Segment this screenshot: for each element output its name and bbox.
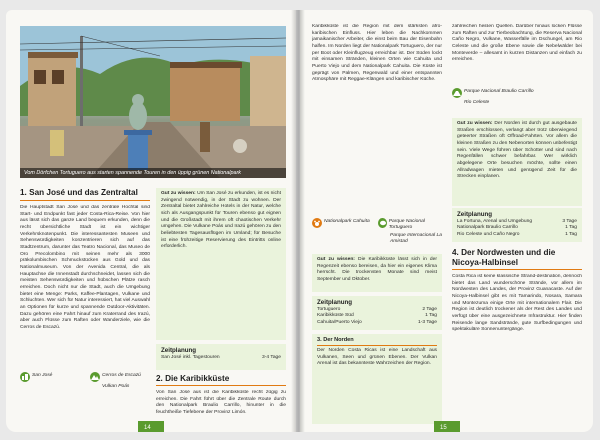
photo-tortuguero (20, 26, 286, 178)
planning-row: La Fortuna, Arenal und Umgebung 3 Tage (457, 219, 577, 224)
right-tipp-box-1: Gut zu wissen: Die Karibikküste lässt sich in der Regenzeit ebenso bereisen, da hier ein eigenes Klima herrscht. Die trockensten Monate sind meist September und Oktober. (312, 254, 442, 292)
photo-caption: Vom Dörfchen Tortuguero aus starten spannende Touren in den üppig grünen Nationalpark (20, 168, 286, 178)
planning-row: Nationalpark Braulio Carrillo 1 Tag (457, 225, 577, 231)
icon-item-escazu: Cerros de Escazú (90, 372, 150, 382)
right-planning-box-1: Zeitplanung Tortuguero 2 Tage Karibikküste Süd 1 Tag Cahuita/Puerto Viejo 1-3 Tage (312, 296, 442, 330)
icon-item-rio-celeste: Rio Celeste (464, 100, 490, 105)
planning-row: San José inkl. Tagestouren 3-4 Tage (161, 355, 281, 360)
planning-row: Cahuita/Puerto Viejo 1-3 Tage (317, 319, 437, 325)
photo-scene (20, 26, 286, 178)
page-number-bg-right (434, 421, 460, 432)
left-planning-box (156, 344, 286, 370)
left-page (6, 10, 296, 432)
section-2-rule (156, 385, 286, 386)
section-1-rule (20, 200, 150, 201)
volcano-icon (452, 88, 462, 98)
planning-row: Karibikküste Süd 1 Tag (317, 313, 437, 319)
right-col1-body: Karibikküste ist die Region mit dem stärksten afro-karibischen Einfluss. Hier leben die Nachkommen jamaikanischer Arbeiter, die einst beim Bau der Eisenbahn halfen. Im Norden liegt der Nationalpark Tortuguero, der nur per Boot oder Kleinflugzeug erreichbar ist. Der Süden lockt mit einsamen Stränden, kleinen Orten wie Cahuita und Puerto Viejo und dem Nationalpark Cahuita. Die Küste ist geprägt von Palmen, Regenwald und einer entspannten Atmosphäre mit Reggae-Klängen und karibischer Küche. (312, 24, 442, 83)
tipp-body: Um San José zu erkunden, ist es nicht zwingend notwendig, in der Stadt zu wohnen. Der Zentraltal bietet zahlreiche Hotels in der Natur, welche sich als Ausgangspunkt für Touren ebenso gut eignen und die Großstadt mit ihrem oft chaotischen Verkehr umgehen. Die Vulkane Poás und Irazú gehören zu den beliebtesten Tagesausflügen im Umland; für Besuche ist eine frühzeitige Reservierung des Eintritts online erforderlich. (161, 191, 281, 250)
planning-row: Tortuguero 2 Tage (317, 307, 437, 312)
paw-icon (312, 218, 322, 228)
right-col2-body: zahlreichen heißen Quellen. Darüber hinaus locken Flüsse zum Raften und zur Tierbeobachtung, die Reserva Nacional Caño Negro, Vulkane, Wasserfälle im Dschungel, am Rio Celeste und die große Ebene sowie die Nebelwälder bei Monteverde – allesamt in kurzen Distanzen und einfach zu erreichen. (452, 24, 582, 63)
icon-item-braulio-carrillo: Parque Nacional Braulio Carrillo (452, 88, 582, 98)
section-4-rule (452, 269, 582, 270)
section-2-heading: 2. Die Karibikküste (156, 374, 230, 383)
right-icon-list-2 (452, 88, 582, 114)
planning-heading: Zeitplanung (161, 347, 197, 354)
book-gutter (291, 10, 305, 432)
mountain-icon (90, 372, 100, 382)
right-tipp-box-2: Gut zu wissen: Der Norden ist durch gut ausgebaute Straßen erschlossen, verlangt aber trotz überwiegend geteerter Straßen oft Offroad-Fahrten. Vor allem die kleinen Straßen zu den Nebenorten können unbefestigt sein. Viele Wege führen über Schotter und sind nach Regenfällen schwer befahrbar. Wer wirklich abgelegene Orte besuchen möchte, sollte einen Allradwagen mieten und genügend Zeit für die Strecken einplanen. (452, 118, 582, 206)
icon-item-amistad: Parque Internacional La Amistad (390, 233, 442, 244)
section-4-body: Costa Rica ist keine klassische Strand-destination, dennoch bietet das Land wunderschöne Strände, vor allem im Nordwesten des Landes, der Provinz Guanacaste. Auf der Nicoya-Halbinsel gibt es mit Tamarindo, Nosara, Samara und Montezuma einige Orte mit internationalem Flair. Die Region ist deutlich trockener als der Rest des Landes und verfügt über eine ausgezeichnete Infrastruktur. Hier finden Reisende lange Sandstrände, gute Surfbedingungen und spektakuläre Sonnenuntergänge. (452, 274, 582, 333)
left-icon-list (20, 372, 150, 412)
right-icon-list-1 (312, 218, 442, 252)
section-3-heading: 3. Der Norden (317, 337, 354, 343)
section-4-heading: 4. Der Nordwesten und die Nicoya-Halbinsel (452, 248, 556, 267)
icon-item-san-jose: San José (20, 372, 52, 390)
right-planning-box-2: Zeitplanung La Fortuna, Arenal und Umgebung 3 Tage Nationalpark Braulio Carrillo 1 Tag Rio Celeste und Caño Negro 1 Tag (452, 208, 582, 242)
section-2-body: Von San José aus ist die Karibikküste recht zügig zu erreichen. Die Fahrt führt über die Zentrale Route durch den Nationalpark Braulio Carrillo, hinunter in die feuchtheiße Tiefebene der Provinz Limón. (156, 390, 286, 415)
section-1-heading: 1. San José und das Zentraltal (20, 188, 138, 197)
turtle-icon (378, 218, 387, 228)
section-3-body: Der Norden Costa Ricas ist eine Landschaft aus Vulkanen, Seen und grünen Ebenen. Der Vulkan Arenal ist das bekannteste Wahrzeichen der Region. (317, 348, 437, 367)
city-icon (20, 372, 30, 382)
page-number-left: 14 (144, 425, 151, 431)
icon-item-tortuguero: Parque Nacional Tortuguero (378, 218, 442, 231)
planning-row: Rio Celeste und Caño Negro 1 Tag (457, 231, 577, 237)
section-3-box (312, 334, 442, 424)
page-number-right: 15 (440, 425, 447, 431)
section-1-body: Die Hauptstadt San José und das zentrale Hochtal sind Start- und Endpunkt fast jeder Costa-Rica-Reise. Von hier aus lässt sich das ganze Land bequem erkunden, denn die recht übersichtliche Stadt ist ein wichtiger Verkehrsknotenpunkt. Die interessantesten Museen und Sehenswürdigkeiten konzentrieren sich auf das Stadtzentrum, darunter das Teatro Nacional, das Museo de Oro Precolombino mit seinen mehr als 3000 präkolumbischen Schmuckstücken aus Gold und das Nationalmuseum. Von der Avenida Central, die als Hauptachse die Innenstadt durchschneidet, lassen sich die meisten Sehenswürdigkeiten und hübschen Plätze rasch erreichen. Doch nicht nur die Stadt, auch die Umgebung bietet eine Menge: Parks, Kaffee-Plantagen, Vulkane und Schluchten. Wer sich für Natur interessiert, hat viel Auswahl an Optionen für kurze und spannende Outdoor-Aktivitäten. Dazu gehören eine Fahrt hinauf zum Kraterrand des Irazú, aber auch Flüsse zum Raften oder Wanderziele, wie die Cerros de Escazú. (20, 205, 150, 330)
tipp-label: Gut zu wissen: (161, 191, 196, 196)
left-tipp-box (156, 188, 286, 340)
icon-item-cahuita: Nationalpark Cahuita (312, 218, 374, 245)
icon-item-poas: Vulkan Poás (102, 384, 130, 389)
page-number-bg-left (138, 421, 164, 432)
right-page (300, 10, 593, 432)
